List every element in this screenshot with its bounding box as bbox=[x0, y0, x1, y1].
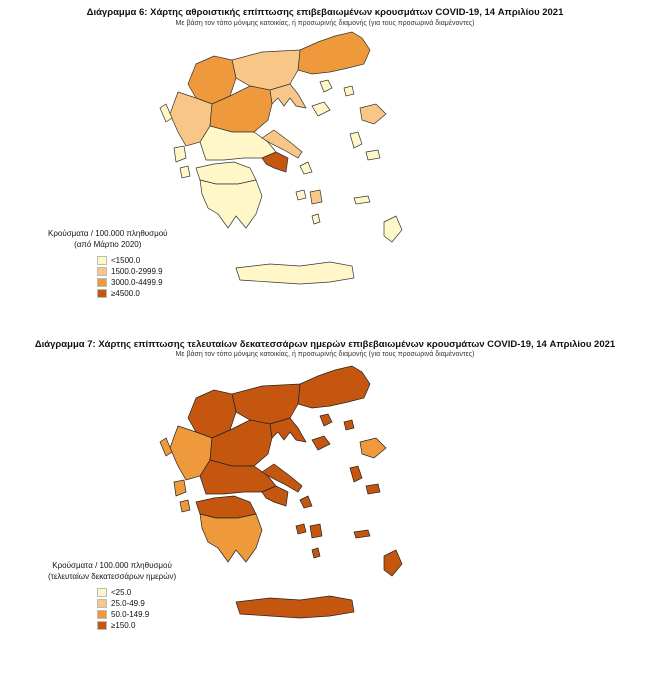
region-peloponnese-south bbox=[200, 514, 262, 562]
legend-label: 3000.0-4499.9 bbox=[111, 278, 163, 287]
region-paros bbox=[296, 524, 306, 534]
region-peloponnese-north bbox=[196, 162, 256, 184]
legend-item bbox=[97, 288, 168, 299]
legend-title-line2: (από Μάρτιο 2020) bbox=[74, 240, 142, 249]
region-rhodes bbox=[384, 550, 402, 576]
legend-items bbox=[97, 255, 168, 299]
region-lesvos bbox=[360, 104, 386, 124]
legend-item bbox=[97, 598, 176, 609]
region-zakynthos bbox=[180, 500, 190, 512]
legend-item bbox=[97, 609, 176, 620]
legend-swatch bbox=[97, 267, 107, 276]
region-thira bbox=[312, 214, 320, 224]
map-panel-14day bbox=[0, 334, 650, 686]
map-legend bbox=[48, 560, 176, 631]
legend-swatch bbox=[97, 289, 107, 298]
map-subtitle: Με βάση τον τόπο μόνιμης κατοικίας, ή προσωρινής διαμονής (για τους προσωρινά διαμένοντες) bbox=[175, 351, 475, 358]
legend-items bbox=[97, 587, 176, 631]
region-samos bbox=[366, 484, 380, 494]
legend-swatch bbox=[97, 588, 107, 597]
legend-swatch bbox=[97, 278, 107, 287]
legend-label: ≥4500.0 bbox=[111, 289, 140, 298]
region-lesvos bbox=[360, 438, 386, 458]
legend-label: 50.0-149.9 bbox=[111, 610, 150, 619]
greece-regional-map bbox=[150, 22, 530, 322]
region-thasos bbox=[320, 414, 332, 426]
region-samothraki bbox=[344, 420, 354, 430]
region-shapes bbox=[160, 32, 402, 284]
map-panel-cumulative bbox=[0, 0, 650, 330]
legend-swatch bbox=[97, 610, 107, 619]
map-title: Διάγραμμα 7: Χάρτης επίπτωσης τελευταίων δεκατεσσάρων ημερών επιβεβαιωμένων κρουσμάτων COVID-19, 14 Απριλίου 2021 bbox=[34, 339, 616, 350]
region-shapes bbox=[160, 366, 402, 618]
legend-swatch bbox=[97, 599, 107, 608]
region-kefalonia bbox=[174, 146, 186, 162]
legend-title-line1: Κρούσματα / 100.000 πληθυσμού bbox=[52, 561, 172, 570]
region-naxos bbox=[310, 524, 322, 538]
legend-label: ≥150.0 bbox=[111, 621, 136, 630]
region-zakynthos bbox=[180, 166, 190, 178]
legend-label: <25.0 bbox=[111, 588, 132, 597]
region-peloponnese-south bbox=[200, 180, 262, 228]
legend-item bbox=[97, 587, 176, 598]
legend-item bbox=[97, 255, 168, 266]
map-subtitle: Με βάση τον τόπο μόνιμης κατοικίας, ή προσωρινής διαμονής (για τους προσωρινά διαμένοντες) bbox=[175, 20, 475, 27]
region-corfu bbox=[160, 104, 172, 122]
legend-item bbox=[97, 620, 176, 631]
legend-title bbox=[48, 560, 176, 582]
region-paros bbox=[296, 190, 306, 200]
region-crete bbox=[236, 262, 354, 284]
region-samothraki bbox=[344, 86, 354, 96]
region-kos bbox=[354, 196, 370, 204]
legend-label: 1500.0-2999.9 bbox=[111, 267, 163, 276]
region-corfu bbox=[160, 438, 172, 456]
legend-swatch bbox=[97, 256, 107, 265]
legend-swatch bbox=[97, 621, 107, 630]
greece-regional-map bbox=[150, 356, 530, 666]
region-limnos bbox=[312, 102, 330, 116]
region-samos bbox=[366, 150, 380, 160]
region-rhodes bbox=[384, 216, 402, 242]
legend-label: 25.0-49.9 bbox=[111, 599, 145, 608]
region-thrace bbox=[298, 32, 370, 74]
region-crete bbox=[236, 596, 354, 618]
map-legend bbox=[48, 228, 168, 299]
region-chios bbox=[350, 132, 362, 148]
legend-title-line1: Κρούσματα / 100.000 πληθυσμού bbox=[48, 229, 168, 238]
region-thasos bbox=[320, 80, 332, 92]
region-limnos bbox=[312, 436, 330, 450]
region-peloponnese-north bbox=[196, 496, 256, 518]
region-chios bbox=[350, 466, 362, 482]
legend-item bbox=[97, 277, 168, 288]
legend-title-line2: (τελευταίων δεκατεσσάρων ημερών) bbox=[48, 572, 177, 581]
legend-item bbox=[97, 266, 168, 277]
region-andros bbox=[300, 496, 312, 508]
region-thrace bbox=[298, 366, 370, 408]
region-kefalonia bbox=[174, 480, 186, 496]
map-title: Διάγραμμα 6: Χάρτης αθροιστικής επίπτωσης επιβεβαιωμένων κρουσμάτων COVID-19, 14 Απριλίου 2021 bbox=[86, 7, 564, 18]
region-naxos bbox=[310, 190, 322, 204]
region-kos bbox=[354, 530, 370, 538]
region-thira bbox=[312, 548, 320, 558]
region-andros bbox=[300, 162, 312, 174]
legend-label: <1500.0 bbox=[111, 256, 141, 265]
legend-title bbox=[48, 228, 168, 250]
